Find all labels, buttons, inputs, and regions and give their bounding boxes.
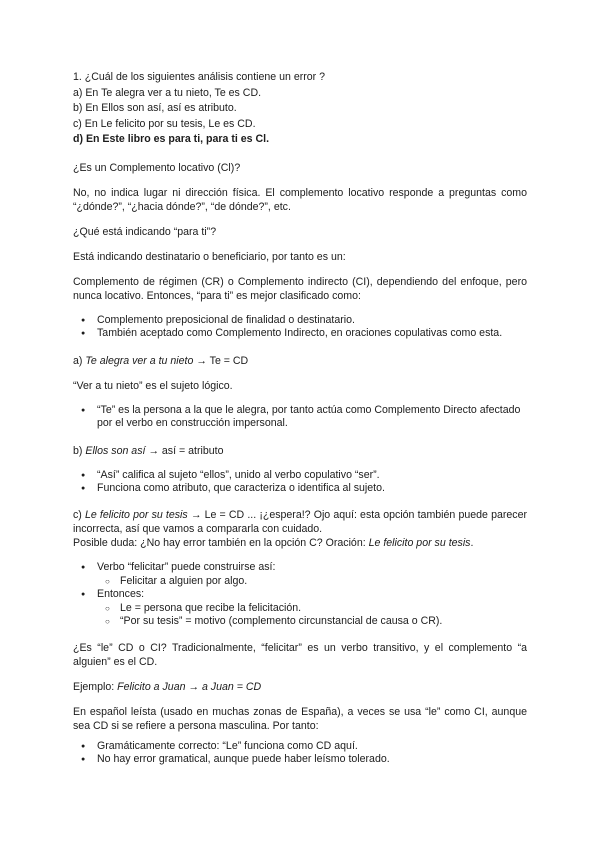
question-title: 1. ¿Cuál de los siguientes análisis contiene un error ? — [73, 71, 326, 83]
option-b: b) En Ellos son así, así es atributo. — [73, 102, 237, 114]
locative-answer: No, no indica lugar ni dirección física. El complemento locativo responde a preguntas como “¿dónde?”, “¿hacia dónde?”, “de dónde?”, etc. — [73, 186, 527, 213]
bullet-text: Entonces: — [97, 587, 145, 600]
list-item: ● No hay error gramatical, aunque puede haber leísmo tolerado. — [73, 753, 527, 766]
possible-doubt — [73, 536, 527, 550]
list-item — [73, 561, 527, 588]
list-item: ● “Te” es la persona a la que le alegra, por tanto actúa como Complemento Directo afectado por el verbo en construcción impersonal. — [73, 404, 527, 430]
analysis-a-result: → Te = CD — [193, 354, 249, 367]
analysis-c-result: → Le = CD ... ¡¿espera!? Ojo aquí: esta opción también puede parecer incorrecta, así que vamos a compararla con cuidado. — [73, 508, 527, 535]
sub-list — [97, 575, 527, 588]
analysis-a-example: Te alegra ver a tu nieto — [85, 354, 194, 367]
doubt-text: Posible duda: ¿No hay error también en la opción C? Oración: — [73, 536, 369, 549]
para-ti-question: ¿Qué está indicando “para ti”? — [73, 225, 217, 238]
conclusion-bullets — [73, 740, 527, 766]
analysis-a-note: “Ver a tu nieto” es el sujeto lógico. — [73, 379, 233, 392]
list-item: ● También aceptado como Complemento Indirecto, en oraciones copulativas como esta. — [73, 327, 527, 340]
example-line — [73, 680, 527, 694]
locative-heading: ¿Es un Complemento locativo (Cl)? — [73, 161, 241, 174]
analysis-b-result: → así = atributo — [145, 444, 224, 457]
analysis-a-bullets — [73, 404, 527, 430]
list-item — [73, 588, 527, 628]
doubt-end: . — [470, 536, 474, 549]
analysis-b-bullets — [73, 469, 527, 495]
example-text: Felicito a Juan → a Juan = CD — [117, 680, 262, 693]
analysis-a-prefix: a) — [73, 354, 86, 367]
list-item: ● Complemento preposicional de finalidad o destinatario. — [73, 314, 527, 327]
analysis-c-prefix: c) — [73, 508, 85, 521]
example-label: Ejemplo: — [73, 680, 118, 693]
le-question: ¿Es “le” CD o CI? Tradicionalmente, “felicitar” es un verbo transitivo, y el complemento “a alguien” es el CD. — [73, 641, 527, 668]
option-c: c) En Le felicito por su tesis, Le es CD. — [73, 117, 256, 130]
document-page — [73, 70, 527, 766]
sub-list-item: ○ Le = persona que recibe la felicitación. — [73, 602, 527, 615]
analysis-a-heading — [73, 354, 527, 368]
analysis-b-prefix: b) — [73, 444, 86, 457]
complement-explanation: Complemento de régimen (CR) o Complemento indirecto (CI), dependiendo del enfoque, pero nunca locativo. Entonces, “para ti” es mejor clasificado como: — [73, 275, 527, 302]
sub-list-item: ○ “Por su tesis” = motivo (complemento circunstancial de causa o CR). — [73, 615, 527, 628]
bullet-text: Verbo “felicitar” puede construirse así: — [97, 560, 276, 573]
option-a: a) En Te alegra ver a tu nieto, Te es CD. — [73, 86, 262, 99]
sub-list-item: ○ Felicitar a alguien por algo. — [73, 575, 527, 588]
question-block — [73, 70, 527, 148]
leismo-paragraph: En español leísta (usado en muchas zonas de España), a veces se usa “le” como CI, aunque sea CD si se refiere a persona masculina. Por tanto: — [73, 705, 527, 732]
doubt-example: Le felicito por su tesis — [368, 536, 471, 549]
analysis-c-example: Le felicito por su tesis — [84, 508, 188, 521]
para-ti-answer: Está indicando destinatario o beneficiario, por tanto es un: — [73, 250, 346, 263]
option-d: d) En Este libro es para ti, para ti es Cl. — [73, 133, 270, 145]
analysis-c-heading — [73, 508, 527, 536]
felicitar-bullets — [73, 561, 527, 628]
list-item: ● Funciona como atributo, que caracteriza o identifica al sujeto. — [73, 482, 527, 495]
para-ti-bullets — [73, 314, 527, 340]
sub-list — [97, 602, 527, 628]
list-item: ● Gramáticamente correcto: “Le” funciona como CD aquí. — [73, 740, 527, 753]
list-item: ● “Así” califica al sujeto “ellos”, unido al verbo copulativo “ser”. — [73, 469, 527, 482]
analysis-b-example: Ellos son así — [85, 444, 146, 457]
analysis-b-heading — [73, 444, 527, 458]
